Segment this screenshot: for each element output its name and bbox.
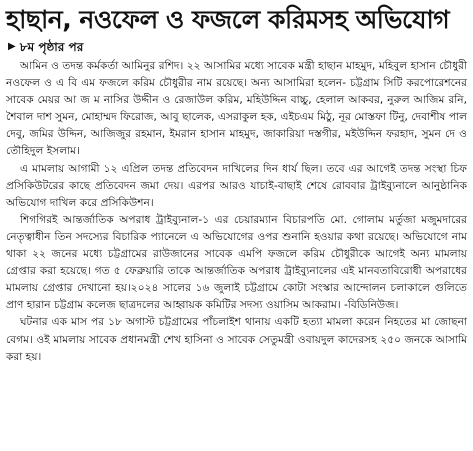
article-headline: হাছান, নওফেল ও ফজলে করিমসহ অভিযোগ	[6, 5, 450, 34]
article-paragraph: এ মামলায় আগামী ১২ এপ্রিল তদন্ত প্রতিবেদন দাখিলের দিন ধার্য ছিল। তবে এর আগেই তদন্ত সংস্থা চিফ প্রসিকিউটরের কাছে প্রতিবেদন জমা দেয়। এরপর আরও যাচাই-বাছাই শেষে রোববার ট্রাইব্যুনালে আনুষ্ঠানিক অভিযোগ দাখিল করে প্রসিকিউশন।	[6, 162, 467, 209]
continued-from-note	[8, 39, 467, 55]
continued-from-label: ৮ম পৃষ্ঠার পর	[19, 40, 84, 54]
article-paragraph: ঘটনার এক মাস পর ১৮ অগাস্ট চট্টগ্রামের পাঁচলাইশ থানায় একটি হত্যা মামলা করেন নিহতের মা জোছনা বেগম। ওই মামলায় সাবেক প্রধানমন্ত্রী শেখ হাসিনা ও সাবেক সেতুমন্ত্রী ওবায়দুল কাদেরসহ ২৫০ জনকে আসামি করা হয়।	[6, 316, 467, 363]
article-paragraph: শিগগিরই আন্তর্জাতিক অপরাধ ট্রাইব্যুনাল-১ এর চেয়ারম্যান বিচারপতি মো. গোলাম মর্তুজা মজুমদারের নেতৃত্বাধীন তিন সদস্যের বিচারিক প্যানেলে এ অভিযোগের ওপর শুনানি হওয়ার কথা রয়েছে। অভিযোগে নাম থাকা ২২ জনের মধ্যে চট্টগ্রামের রাউজানের সাবেক এমপি ফজলে করিম চৌধুরীকে আগেই অন্য মামলায় গ্রেপ্তার করা হয়েছে। গত ৫ ফেব্রুয়ারি তাকে আন্তর্জাতিক অপরাধ ট্রাইব্যুনালের এই মানবতাবিরোধী অপরাধের মামলায় গ্রেপ্তার দেখানো হয়।২০২৪ সালের ১৬ জুলাই চট্টগ্রামে কোটা সংস্কার আন্দোলন চলাকালে গুলিতে প্রাণ হারান চট্টগ্রাম কলেজ ছাত্রদলের আহ্বায়ক কমিটির সদস্য ওয়াসিম আকরাম। -বিডিনিউজ।	[6, 213, 467, 312]
triangle-arrow-icon: ▶	[8, 41, 16, 52]
article-paragraph: আমিন ও তদন্ত কর্মকর্তা আমিনুর রশিদ। ২২ আসামির মধ্যে সাবেক মন্ত্রী হাছান মাহমুদ, মহিবুল হাসান চৌধুরী নওফেল ও এ বি এম ফজলে করিম চৌধুরীর নাম রয়েছে। অন্য আসামিরা হলেন- চট্টগ্রাম সিটি করপোরেশনের সাবেক মেয়র আ জ ম নাসির উদ্দীন ও রেজাউল করিম, মহিউদ্দিন বাচ্চু, হেলাল আকবর, নুরুল আজিম রনি, শৈবাল দাশ সুমন, মোহাম্মদ ফিরোজ, আবু ছালেক, এসরাকুল হক, এইচএম মিঠু, নূর মোস্তফা টিনু, দেবাশীষ পাল দেবু, জমির উদ্দিন, আজিজুর রহমান, ইমরান হাসান মাহমুদ, জাকারিয়া দস্তগীর, মইউদ্দিন ফরহাদ, সুমন দে ও তৌহিদুল ইসলাম।	[6, 60, 467, 158]
